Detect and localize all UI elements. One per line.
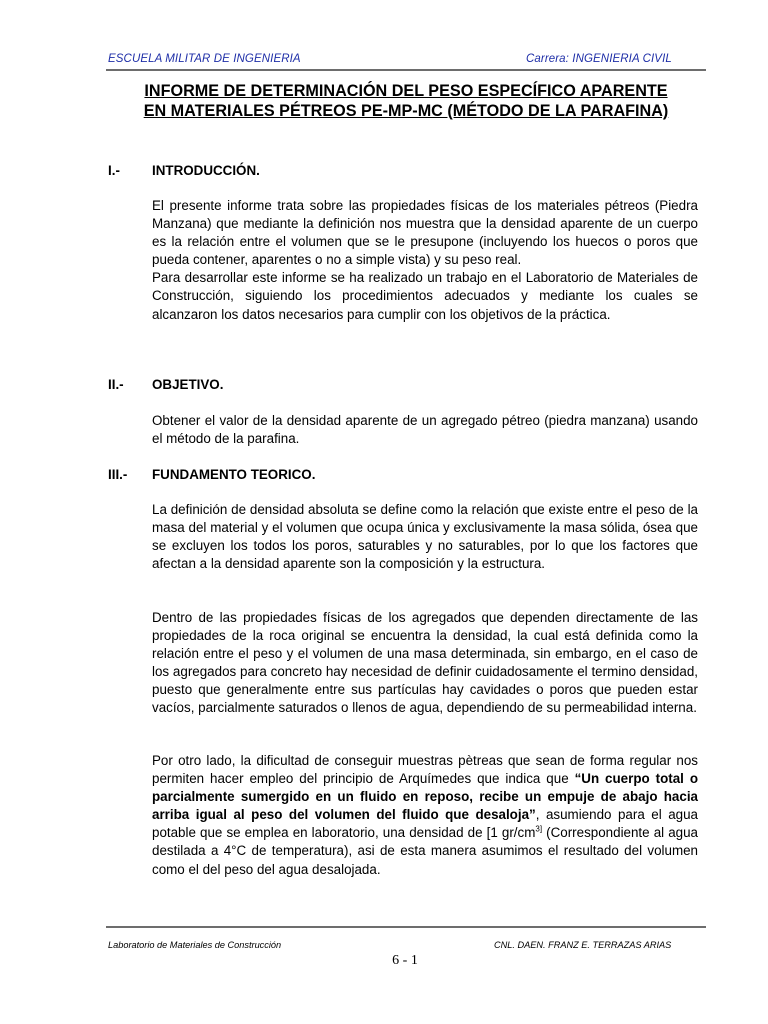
title-line-2: EN MATERIALES PÉTREOS PE-MP-MC (MÉTODO DE LA PARAFINA): [143, 102, 669, 120]
paragraph: La definición de densidad absoluta se define como la relación que existe entre el peso de la masa del material y el volumen que ocupa única y exclusivamente la masa sólida, ósea que se excluyen los todos los poros, saturables y no saturables, por lo que los factores que afectan a la densidad aparente son la composición y la estructura.: [152, 502, 698, 572]
footer-lab: Laboratorio de Materiales de Construcción: [108, 940, 282, 950]
header-career: Carrera: INGENIERIA CIVIL: [526, 53, 672, 65]
title-line-1: INFORME DE DETERMINACIÓN DEL PESO ESPECÍFICO APARENTE: [144, 82, 668, 100]
footer-author: CNL. DAEN. FRANZ E. TERRAZAS ARIAS: [494, 940, 672, 950]
text-run: Por otro lado, la dificultad de conseguir muestras pètreas que sean de forma regular nos permiten hacer empleo del principio de Arquímedes que indica que: [152, 753, 698, 787]
section-body-introduccion: [152, 197, 698, 324]
paragraph: Obtener el valor de la densidad aparente de un agregado pétreo (piedra manzana) usando el método de la parafina.: [152, 413, 698, 447]
section-title: INTRODUCCIÓN.: [152, 163, 260, 178]
header-school: ESCUELA MILITAR DE INGENIERIA: [108, 53, 301, 65]
section-number: III.-: [108, 467, 128, 482]
text-run: (Correspondiente al agua destilada a 4°C de temperatura), asi de esta manera asumimos el resultado del volumen como el del peso del agua desalojada.: [152, 825, 698, 877]
header-divider: [106, 69, 706, 71]
section-title: FUNDAMENTO TEORICO.: [152, 467, 316, 482]
text-run: , asumiendo para el agua potable que se emplea en laboratorio, una densidad de [1 gr/cm: [152, 807, 699, 841]
section-body-objetivo: [152, 412, 698, 448]
paragraph: Para desarrollar este informe se ha realizado un trabajo en el Laboratorio de Materiales de Construcción, siguiendo los procedimientos adecuados y mediante los cuales se alcanzaron los datos necesarios para cumplir con los objetivos de la práctica.: [152, 270, 698, 322]
page-number: 6 - 1: [392, 953, 418, 968]
section-body-fundamento-p2: [152, 609, 698, 718]
section-number: II.-: [108, 377, 124, 392]
section-title: OBJETIVO.: [152, 377, 224, 392]
section-body-fundamento-p1: [152, 501, 698, 573]
paragraph: El presente informe trata sobre las propiedades físicas de los materiales pétreos (Piedra Manzana) que mediante la definición nos muestra que la densidad aparente de un cuerpo es la relación entre el volumen que se le presupone (incluyendo los huecos o poros que pueda contener, aparentes o no a simple vista) y su peso real.: [152, 198, 698, 268]
footer-divider: [106, 926, 706, 928]
section-number: I.-: [108, 163, 120, 178]
paragraph: [152, 752, 698, 879]
document-title: [106, 81, 706, 121]
paragraph: Dentro de las propiedades físicas de los agregados que dependen directamente de las propiedades de la roca original se encuentra la densidad, la cual está definida como la relación entre el peso y el volumen de una masa determinada, sin embargo, en el caso de los agregados para concreto hay necesidad de definir cuidadosamente el termino densidad, puesto que generalmente entre sus partículas hay cavidades o poros que pueden estar vacíos, parcialmente saturados o llenos de agua, dependiendo de su permeabilidad interna.: [152, 610, 698, 716]
archimedes-quote: “Un cuerpo total o parcialmente sumergido en un fluido en reposo, recibe un empuje de abajo hacia arriba igual al peso del volumen del fluido que desaloja”: [152, 771, 699, 823]
superscript: 3]: [535, 824, 543, 834]
section-body-fundamento-p3: [152, 752, 698, 879]
